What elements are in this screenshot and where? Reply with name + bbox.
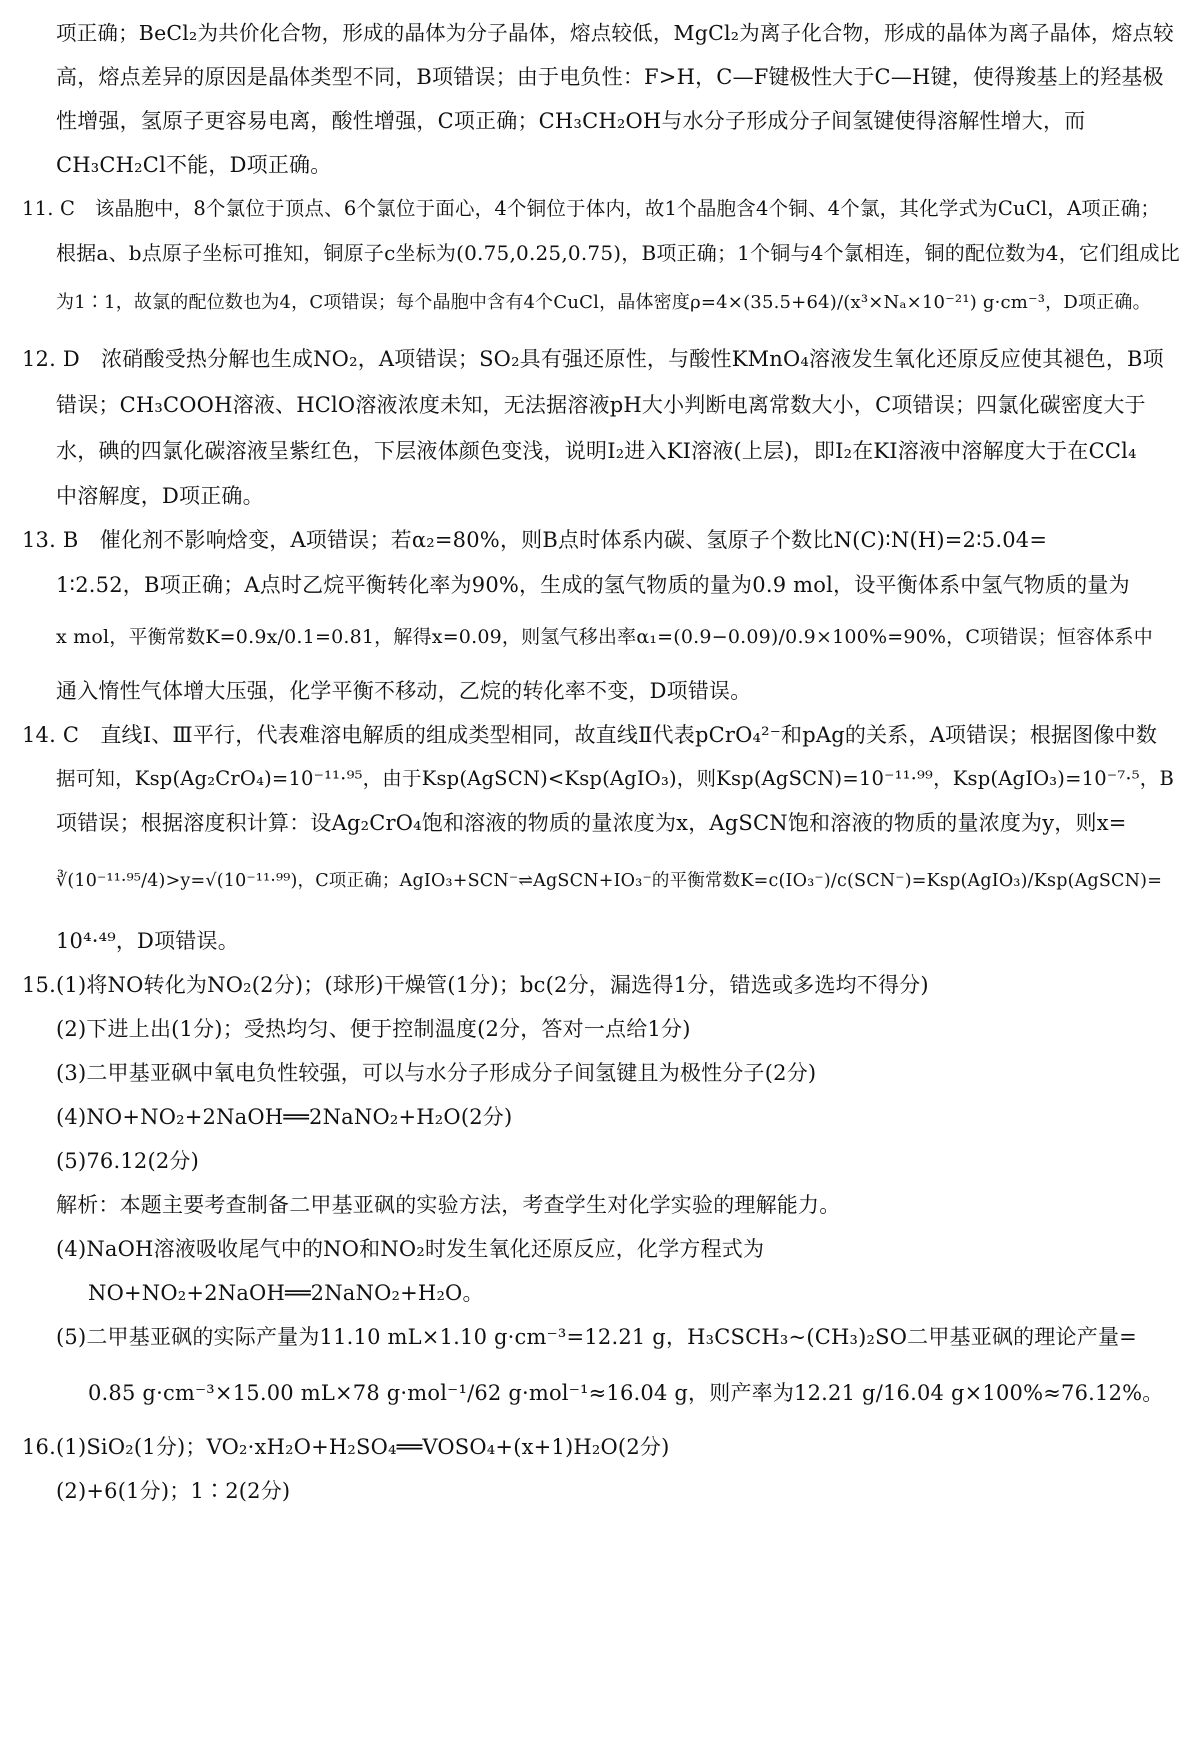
- text-line: x mol，平衡常数K=0.9x/0.1=0.81，解得x=0.09，则氢气移出率α₁=(0.9−0.09)/0.9×100%=90%，C项错误；恒容体系中: [56, 626, 1153, 648]
- text-line: 中溶解度，D项正确。: [56, 484, 264, 508]
- text-line: 0.85 g·cm⁻³×15.00 mL×78 g·mol⁻¹/62 g·mol⁻¹≈16.04 g，则产率为12.21 g/16.04 g×100%≈76.12%。: [88, 1381, 1164, 1405]
- question-12: 12. D 浓硝酸受热分解也生成NO₂，A项错误；SO₂具有强还原性，与酸性KMnO₄溶液发生氧化还原反应使其褪色，B项: [22, 347, 1164, 371]
- text-line: 为1∶1，故氯的配位数也为4，C项错误；每个晶胞中含有4个CuCl，晶体密度ρ=4×(35.5+64)/(x³×Nₐ×10⁻²¹) g·cm⁻³，D项正确。: [56, 292, 1151, 313]
- text-line: (5)76.12(2分): [56, 1149, 200, 1173]
- text-line: 项正确；BeCl₂为共价化合物，形成的晶体为分子晶体，熔点较低，MgCl₂为离子化合物，形成的晶体为离子晶体，熔点较: [56, 21, 1174, 45]
- text-line: 1∶2.52，B项正确；A点时乙烷平衡转化率为90%，生成的氢气物质的量为0.9 mol，设平衡体系中氢气物质的量为: [56, 573, 1130, 597]
- text-line: 水，碘的四氯化碳溶液呈紫红色，下层液体颜色变浅，说明I₂进入KI溶液(上层)，即I₂在KI溶液中溶解度大于在CCl₄: [56, 439, 1137, 463]
- text-line: 10⁴·⁴⁹，D项错误。: [56, 929, 239, 953]
- text-line: NO+NO₂+2NaOH══2NaNO₂+H₂O。: [88, 1281, 484, 1305]
- text-line: (2)下进上出(1分)；受热均匀、便于控制温度(2分，答对一点给1分): [56, 1017, 691, 1041]
- text-line: 根据a、b点原子坐标可推知，铜原子c坐标为(0.75,0.25,0.75)，B项正确；1个铜与4个氯相连，铜的配位数为4，它们组成比: [56, 241, 1180, 265]
- text-line: 通入惰性气体增大压强，化学平衡不移动，乙烷的转化率不变，D项错误。: [56, 679, 752, 703]
- text-line: (4)NaOH溶液吸收尾气中的NO和NO₂时发生氧化还原反应，化学方程式为: [56, 1237, 765, 1261]
- text-line: 性增强，氢原子更容易电离，酸性增强，C项正确；CH₃CH₂OH与水分子形成分子间氢键使得溶解性增大，而: [56, 109, 1086, 133]
- question-13: 13. B 催化剂不影响焓变，A项错误；若α₂=80%，则B点时体系内碳、氢原子个数比N(C)∶N(H)=2∶5.04=: [22, 528, 1048, 552]
- text-line: 错误；CH₃COOH溶液、HClO溶液浓度未知，无法据溶液pH大小判断电离常数大小，C项错误；四氯化碳密度大于: [56, 393, 1146, 417]
- question-15: 15.(1)将NO转化为NO₂(2分)；(球形)干燥管(1分)；bc(2分，漏选得1分，错选或多选均不得分): [22, 973, 929, 997]
- text-line: 据可知，Ksp(Ag₂CrO₄)=10⁻¹¹·⁹⁵，由于Ksp(AgSCN)<Ksp(AgIO₃)，则Ksp(AgSCN)=10⁻¹¹·⁹⁹，Ksp(AgIO₃)=10⁻⁷·⁵，B: [56, 767, 1175, 790]
- text-line: CH₃CH₂Cl不能，D项正确。: [56, 153, 332, 177]
- text-line: ∛(10⁻¹¹·⁹⁵/4)>y=√(10⁻¹¹·⁹⁹)，C项正确；AgIO₃+SCN⁻⇌AgSCN+IO₃⁻的平衡常数K=c(IO₃⁻)/c(SCN⁻)=Ksp(AgIO₃)/Ksp(AgSCN)=: [56, 871, 1163, 891]
- text-line: (3)二甲基亚砜中氧电负性较强，可以与水分子形成分子间氢键且为极性分子(2分): [56, 1061, 817, 1085]
- question-16: 16.(1)SiO₂(1分)；VO₂·xH₂O+H₂SO₄══VOSO₄+(x+1)H₂O(2分): [22, 1435, 670, 1459]
- question-14: 14. C 直线Ⅰ、Ⅲ平行，代表难溶电解质的组成类型相同，故直线Ⅱ代表pCrO₄²⁻和pAg的关系，A项错误；根据图像中数: [22, 723, 1158, 747]
- text-line: (4)NO+NO₂+2NaOH══2NaNO₂+H₂O(2分): [56, 1105, 513, 1129]
- text-line: (2)+6(1分)；1∶2(2分): [56, 1479, 291, 1503]
- text-line: (5)二甲基亚砜的实际产量为11.10 mL×1.10 g·cm⁻³=12.21 g，H₃CSCH₃~(CH₃)₂SO二甲基亚砜的理论产量=: [56, 1325, 1137, 1349]
- text-line: 项错误；根据溶度积计算：设Ag₂CrO₄饱和溶液的物质的量浓度为x，AgSCN饱和溶液的物质的量浓度为y，则x=: [56, 811, 1127, 835]
- text-line: 高，熔点差异的原因是晶体类型不同，B项错误；由于电负性：F>H，C—F键极性大于C—H键，使得羧基上的羟基极: [56, 65, 1164, 89]
- question-11: 11. C 该晶胞中，8个氯位于顶点、6个氯位于面心，4个铜位于体内，故1个晶胞含4个铜、4个氯，其化学式为CuCl，A项正确；: [22, 197, 1161, 220]
- text-line: 解析：本题主要考查制备二甲基亚砜的实验方法，考查学生对化学实验的理解能力。: [56, 1193, 841, 1217]
